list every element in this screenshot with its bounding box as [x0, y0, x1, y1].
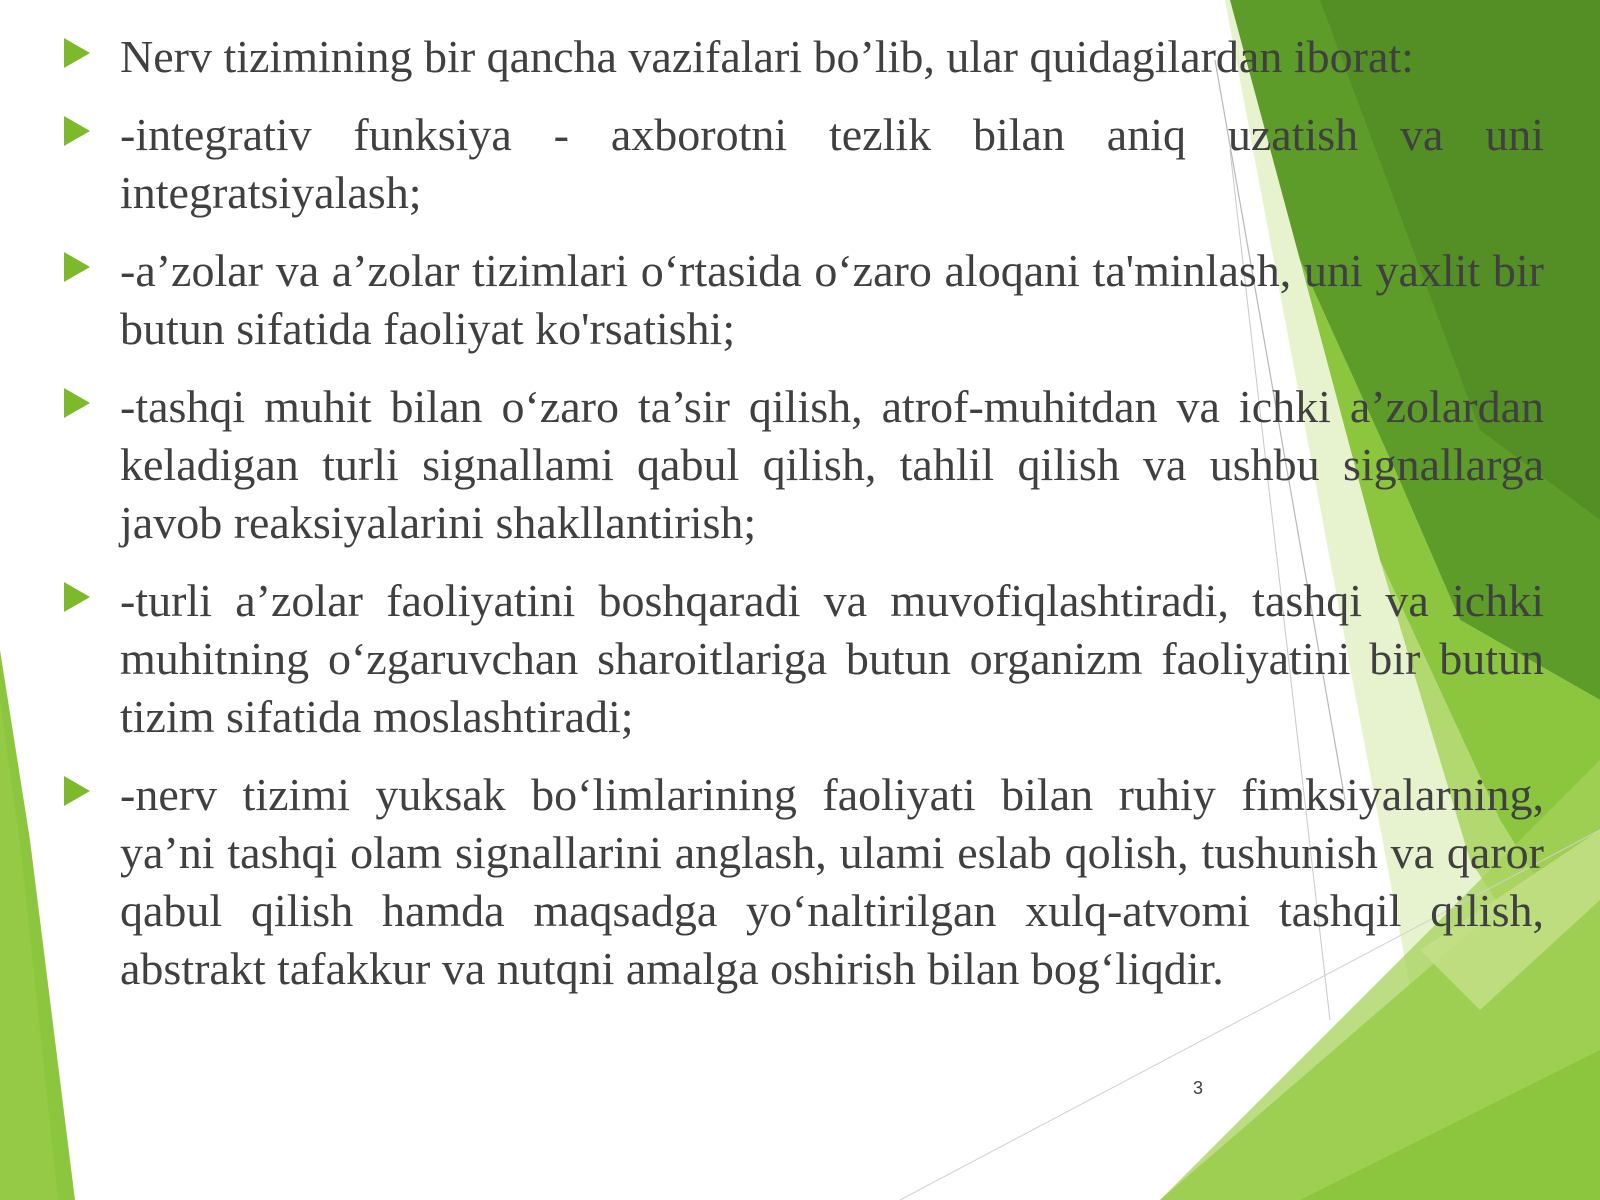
bullet-text: -nerv tizimi yuksak bo‘limlarining faoliyati bilan ruhiy fimksiyalarning, ya’ni tashqi olam signallarini anglash, ulami eslab qolish, tushunish va qaror qabul qilish hamda maqsadga yo‘naltirilgan xulq-atvomi tashqil qilish, abstrakt tafakkur va nutqni amalga oshirish bilan bog‘liqdir. — [120, 769, 1544, 994]
bullet-item — [60, 378, 1544, 552]
triangle-bullet-icon — [64, 582, 90, 612]
bullet-item — [60, 766, 1544, 998]
triangle-bullet-icon — [64, 116, 90, 146]
bullet-text: -tashqi muhit bilan o‘zaro ta’sir qilish, atrof-muhitdan va ichki a’zolardan keladigan turli signallami qabul qilish, tahlil qilish va ushbu signallarga javob reaksiyalarini shakllantirish; — [120, 381, 1544, 548]
bullet-item — [60, 106, 1544, 222]
page-number: 3 — [1192, 1078, 1203, 1098]
bullet-item — [60, 242, 1544, 358]
bullet-text: -a’zolar va a’zolar tizimlari o‘rtasida o‘zaro aloqani ta'minlash, uni yaxlit bir butun sifatida faoliyat ko'rsatishi; — [120, 245, 1544, 354]
bullet-text: -turli a’zolar faoliyatini boshqaradi va muvofiqlashtiradi, tashqi va ichki muhitning o‘zgaruvchan sharoitlariga butun organizm faoliyatini bir butun tizim sifatida moslashtiradi; — [120, 575, 1544, 742]
bullet-text: Nerv tizimining bir qancha vazifalari bo’lib, ular quidagilardan iborat: — [120, 31, 1414, 82]
bullet-item — [60, 28, 1544, 86]
bullet-item — [60, 572, 1544, 746]
bullet-text: -integrativ funksiya - axborotni tezlik bilan aniq uzatish va uni integratsiyalash; — [120, 109, 1544, 218]
triangle-bullet-icon — [64, 776, 90, 806]
triangle-bullet-icon — [64, 252, 90, 282]
left-green-stripe-light — [0, 700, 58, 1200]
triangle-bullet-icon — [64, 38, 90, 68]
triangle-bullet-icon — [64, 388, 90, 418]
slide-content — [60, 28, 1544, 1018]
bullet-list — [60, 28, 1544, 998]
